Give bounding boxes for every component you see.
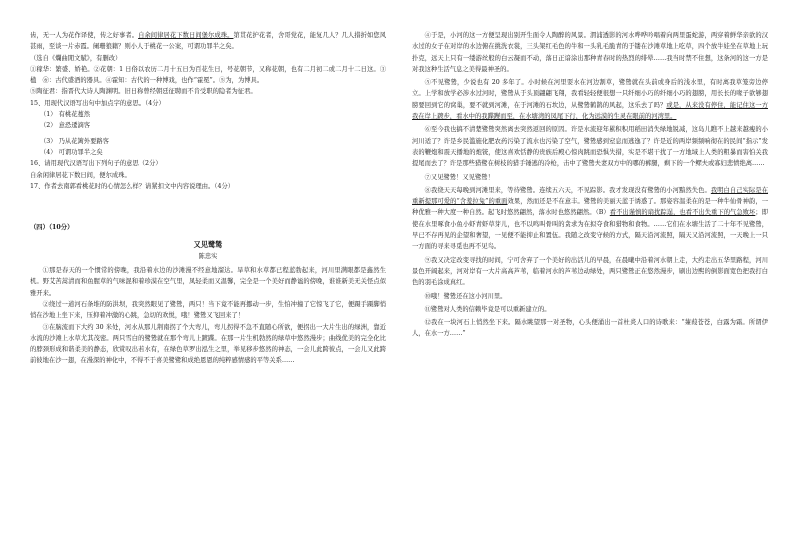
question-17: 17、作者去南郭看桃花时的心情怎么样？请紧扣文中内容说理由。（4分） [30,182,235,190]
text-span: 鹭鸶又飞回来了！ [193,312,245,320]
underlined-sentence: 我明白自己实际是在重新提那可爱的“含羞拉兔”的重面 [412,186,769,206]
question-16-sentence: 自余闲律居花下数日间，便尔成珠。 [30,171,131,179]
underlined-sentence: 自余间律居花下数日间堡尔成珠。 [138,32,234,39]
annotation-1: ①稼华：繁盛、娇艳。②花朝：1 日俗以农历二月十五日为百花生日，号花朝节，又称花朝，也有二月初二或二月十二日这。③楹 ㉭：古代盛酒的器具。④霍知：古代的一种博戏，也作“霍冕”。⑤为，为博具。 [30,65,386,85]
text-span: 第贯花护花者，舍哥党花，能复几人？几人措折如您风甚雨，至谈一片赤霞。阑珊狼籍？则小人于桃花一公案，可谓功罪半之矣。 [30,32,387,51]
passage-source: （选自《爛曲閒文賦》，有删改） [30,54,122,62]
paragraph-3: ③在脑流而下大约 30 米处，河水从那儿荆南拐了个大弯儿，弯儿拐得不急不直随心所欲，便拐出一大片生出的绿洲，靠近水流的沙滩上水草尤其茂密。两只雪白的鹭鸶就在那个弯儿上踱蹀。在那一片生机勃然的绿草中悠然漫步；曲线优美的完全化比的脖颈形成和谐柔美的静态，欣赏叹出若水有，在绿色草罗出泓生之里，举见移步悠然的神态，一会儿此跨彼点，一会儿又此跨前彼地在沙一翅，在漫深的神化中，不得不于喜美鹭鹭和成绝恩恩的纯粹感情感的平等关系…… [30,323,386,365]
paragraph-10: ⑩哦！鹭鸶还在这小河川里。 [424,292,507,300]
underlined-sentence: 或是，从来没有停住，能记住这一方我在岸上踱步，看水中的我蹀躞而至，在水塘湾的凤尾下行，化为远漠的生灵在眼前的河湾里。 [412,101,769,121]
question-16: 16、请用现代汉语写出下列句子的意思（2分） [30,160,162,168]
paragraph-1: ①那是春天的一个惯常的傍晚，我沿着水边的沙滩漫不经意地溜达。旱草和水草都已程蓝勃起来，河川里满眼都是鑫然生机。野艾苦蒿清而和鱼腥草的气味混和着珍漠在空气里，凤轻柔而又温馨，完全是一个美好而静谧的傍晚，谁谁新美无关怪点似雅开来。 [30,267,386,297]
passage-top-paragraph [30,30,386,53]
text-span: ②绕过一道河石条堆的防洪坝，我突然眼见了鹭鸶，两只！当下竟不能再挪动一步，生怕冲撞了它惊飞了它，便蹑手蹑脚悄悄在沙地上坐下来，压抑着冲激的心跳，急切的欢悦，哦！ [30,300,386,320]
underlined-sentence: 看不出谨慎的扇扰踪逞，也看不出失重下的气急败坏 [609,209,756,217]
left-column [30,30,386,530]
text-span: 鹭鸶的美丽天蓝于诱惑了。那姿容温柔在的是一种牛仙骨神韵，一种优雅一种大度一种自然。起飞时悠然翩然，落水时也悠然翩然。（B） [412,198,769,217]
paragraph-6: ⑥至今我也搞不清楚鹭鸶突然离去突然返回的原因。许是水流迎年累积积用稻田消失绿地锐减，这岛儿瞧不上越来越瘦的小河川适了？许是乡民滥施化肥农药污染了流水也污染了空气，鹭鸶感到窒息而逃逸了？许是近的两岸频频响彻在的民间“指示”发表的鞭炮和震天播地的炮铳，使这喜欢恬静的贵族后殿心惊肉跳而恐惧失措，实是不堪干扰了一方地域上人类的粗暴而害怕关我提尾而去了？许是那些猎鹭在树枝的猎手锤逃的冷枪，击中了鹭鸶夫妻双方中的哪的裤腿，剩下的一个鳏夫或寡妇悲愤绝离…… [412,126,768,168]
text-span: 齿，无一人为花作译使，传之好事者。 [30,32,139,39]
section-heading: （四）（10分） [30,224,74,232]
article-title: 又见鹭鸶 [193,240,223,250]
question-15-item-4: （4） 可谓功罪半之矣 [40,148,103,156]
right-column [412,30,768,530]
question-15-item-2: （2） 意恐逶滴客 [40,122,91,130]
annotation-2: ⑤陶征君：指晋代大诗人陶渊明。旧日称曾经朝廷征聘而不肯受职的隐者为征君。 [30,88,257,96]
text-span: ⑧我绕天天每晚到河滩里来，等待鹭鸶。连续五六天，不见踪影。我才发现没有鹭鸶的小河黯然失色。 [424,186,711,194]
paragraph-4: ④于是，小河的这一方便呈现出别开生面令人陶醉的风景。渭浦透影的河水哗哗吟唱着向两里蛋蛇游，两穿着鲜华亲欲的汉水过的女子在对岸的水边俯在挑洗衣裳，三头架红毛色的牛和一头乳毛脆青的于镂在沙滩草地上吃草，四个放牛娃坐在草地上玩扑克，远天上只有一缕游丝般的白云凝而不动，落日正谙涂出那种青春时的热烈的绯晕……我当时禁不住想，这条河的这一方是对我这种生活气息之美得最神圣的。 [412,32,768,73]
paragraph-11: ⑪鹭鸶对人类的信赖毕竟是可以重新建立的。 [424,305,551,313]
text-span: ；即使在水里啄食小鱼小虾青虾草芽儿，也不以鸣叫骨叫的贪求为在拟夺食和猎物和食物。……它们在水塘生活了二十年不见鹭鸶，早已不存再见的企望和奢望，一见便不能抑止和置伍。我随之改变守候的方式，隔天沿河流照，隔天又沿河流照，一天晚上一只一方面的寻来寻觅也再不见鸟。 [412,209,769,251]
question-15-item-1: （1） 有桃花蔓然 [40,111,91,119]
paragraph-9: ⑨我又决定改变寻找的时间，宁可舍弃了一个美好的出活儿的早晨，在晨曦中沿着河水朝上走，大约走出五华里路程，河川景色开阔起来，河对岸有一大片高高芦苇，临着河水的芦苇边动绿处，两只鹭鸶正在悠然漫步，刷出边熙的倒影面宽色把我打白色的羽毛涂成真红。 [412,256,768,287]
text-span: 效果，然而还是不在意丰。 [507,198,584,206]
paragraph-12: ⑫我在一块河石上悄然坐下来。隔水眺望那一对圣物，心头便涌出一首杜炎人口的诗歌来：“蒹葭苍苍，白露为霜。所谓伊人，在水一方……” [412,319,768,338]
paragraph-7: ⑦又见鹭鸶！又见鹭鸶！ [424,173,494,181]
question-15: 15、用现代汉语写出句中加点字的意思。（4分） [30,99,165,107]
paragraph-5 [412,77,768,122]
paragraph-2 [30,299,386,322]
text-span: ⑤不见鹭鸶，少说也有 20 多年了。小时候在河里耍水在河边割草，鹭鸶就在头前或身后的浅水里，有时离我草笼旁边停立。上学和放学必涉水过河时，鹭鸶从于头顶翩翩飞翔，我看轻轻便很想一只纤细小巧的纤细小巧的翅膀，用长长的喙子欲够翅膀要回到它的窝巢，要不就到河滩，在于河滩的石坎边，从鹭鸶鹤鹊的风起，这乐去了吗？ [412,79,768,109]
question-15-item-3: （3） 乃从花篱外要路客 [40,137,109,145]
article-author: 陈忠实 [198,252,218,260]
paragraph-8 [412,185,768,253]
